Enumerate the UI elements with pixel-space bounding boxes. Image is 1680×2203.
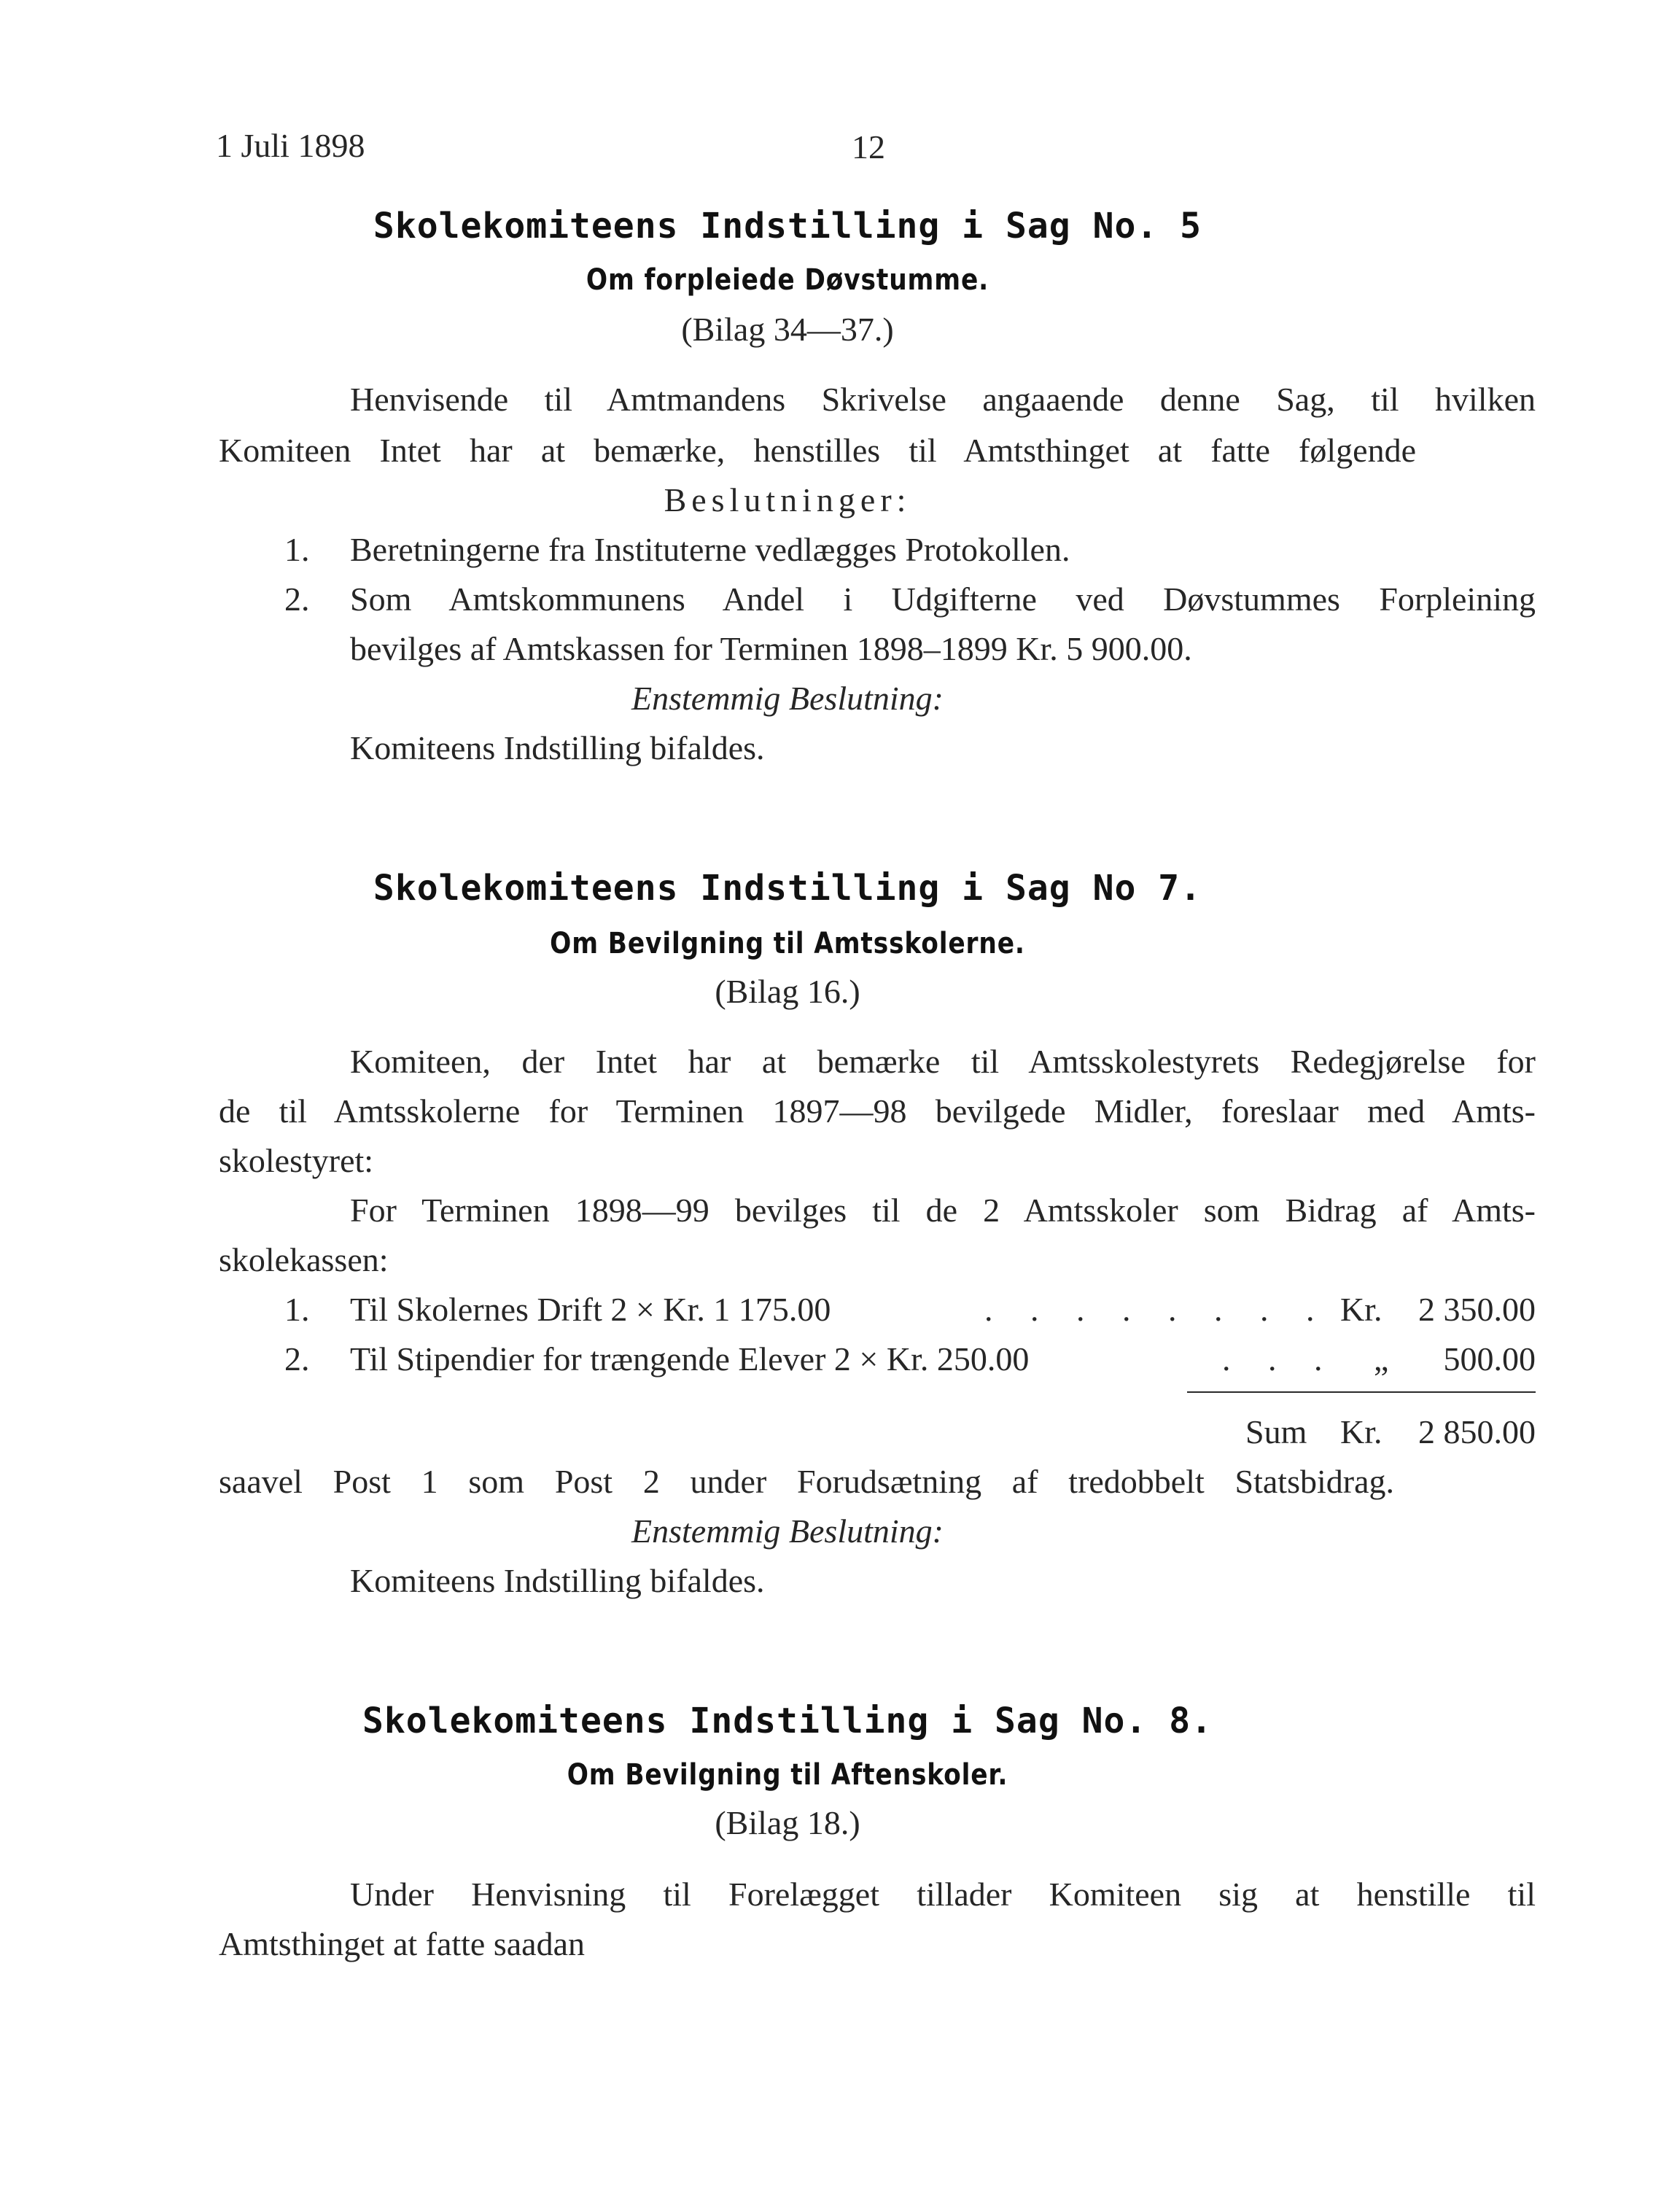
budget-item-number: 1. — [284, 1291, 310, 1328]
paragraph-line: skolestyret: — [219, 1142, 374, 1179]
resolutions-heading: Beslutninger: — [664, 481, 911, 518]
list-item-text: Som Amtskommunens Andel i Udgifterne ved Døvstummes Forpleining — [350, 580, 1536, 618]
section-title-sag-8: Skolekomiteens Indstilling i Sag No. 8. — [362, 1701, 1213, 1741]
list-number: 1. — [284, 531, 310, 568]
paragraph-line: Amtsthinget at fatte saadan — [219, 1925, 586, 1962]
section-title-sag-5: Skolekomiteens Indstilling i Sag No. 5 — [373, 206, 1202, 246]
dot-leader: . . . . . . . . — [984, 1291, 1329, 1328]
condition-line: saavel Post 1 som Post 2 under Forudsætning af tredobbelt Statsbidrag. — [219, 1463, 1394, 1500]
sum-label: Sum — [1245, 1413, 1307, 1450]
sum-amount: 2 850.00 — [1418, 1413, 1536, 1450]
sum-rule — [1187, 1391, 1536, 1393]
decision-label: Enstemmig Beslutning: — [631, 680, 944, 717]
list-item-text: Beretningerne fra Instituterne vedlægges Protokollen. — [350, 531, 1070, 568]
paragraph-line: Henvisende til Amtmandens Skrivelse angaaende denne Sag, til hvilken — [350, 381, 1536, 418]
paragraph-line: Komiteen, der Intet har at bemærke til Amtsskolestyrets Redegjørelse for — [350, 1043, 1536, 1080]
bilag-reference-sag-5: (Bilag 34—37.) — [681, 311, 894, 348]
bilag-reference-sag-7: (Bilag 16.) — [715, 973, 860, 1010]
section-subtitle-sag-8: Om Bevilgning til Aftenskoler. — [567, 1758, 1008, 1792]
sum-currency: Kr. — [1340, 1413, 1382, 1450]
budget-item-number: 2. — [284, 1340, 310, 1378]
budget-item-text: Til Skolernes Drift 2 × Kr. 1 175.00 — [350, 1291, 831, 1328]
paragraph-line: skolekassen: — [219, 1241, 389, 1278]
budget-item-text: Til Stipendier for trængende Elever 2 × Kr. 250.00 — [350, 1340, 1030, 1378]
section-title-sag-7: Skolekomiteens Indstilling i Sag No 7. — [373, 868, 1202, 909]
decision-label: Enstemmig Beslutning: — [631, 1512, 944, 1550]
section-subtitle-sag-5: Om forpleiede Døvstumme. — [586, 263, 989, 297]
paragraph-line: Komiteen Intet har at bemærke, henstilles til Amtsthinget at fatte følgende — [219, 432, 1416, 469]
budget-item-amount: 500.00 — [1443, 1340, 1536, 1378]
list-item-text: bevilges af Amtskassen for Terminen 1898–1899 Kr. 5 900.00. — [350, 630, 1192, 667]
header-date: 1 Juli 1898 — [216, 127, 365, 164]
budget-item-currency: Kr. — [1340, 1291, 1382, 1328]
list-number: 2. — [284, 580, 310, 618]
paragraph-line: de til Amtsskolerne for Terminen 1897—98 bevilgede Midler, foreslaar med Amts- — [219, 1092, 1536, 1130]
paragraph-line: Under Henvisning til Forelægget tillader Komiteen sig at henstille til — [350, 1876, 1536, 1913]
section-subtitle-sag-7: Om Bevilgning til Amtsskolerne. — [550, 927, 1025, 960]
dot-leader: . . . — [1222, 1340, 1337, 1378]
budget-item-amount: 2 350.00 — [1418, 1291, 1536, 1328]
bilag-reference-sag-8: (Bilag 18.) — [715, 1804, 860, 1841]
decision-text: Komiteens Indstilling bifaldes. — [350, 729, 765, 766]
page-number: 12 — [852, 128, 885, 166]
decision-text: Komiteens Indstilling bifaldes. — [350, 1562, 765, 1599]
budget-item-currency: „ — [1374, 1340, 1389, 1378]
paragraph-line: For Terminen 1898—99 bevilges til de 2 Amtsskoler som Bidrag af Amts- — [350, 1192, 1536, 1229]
